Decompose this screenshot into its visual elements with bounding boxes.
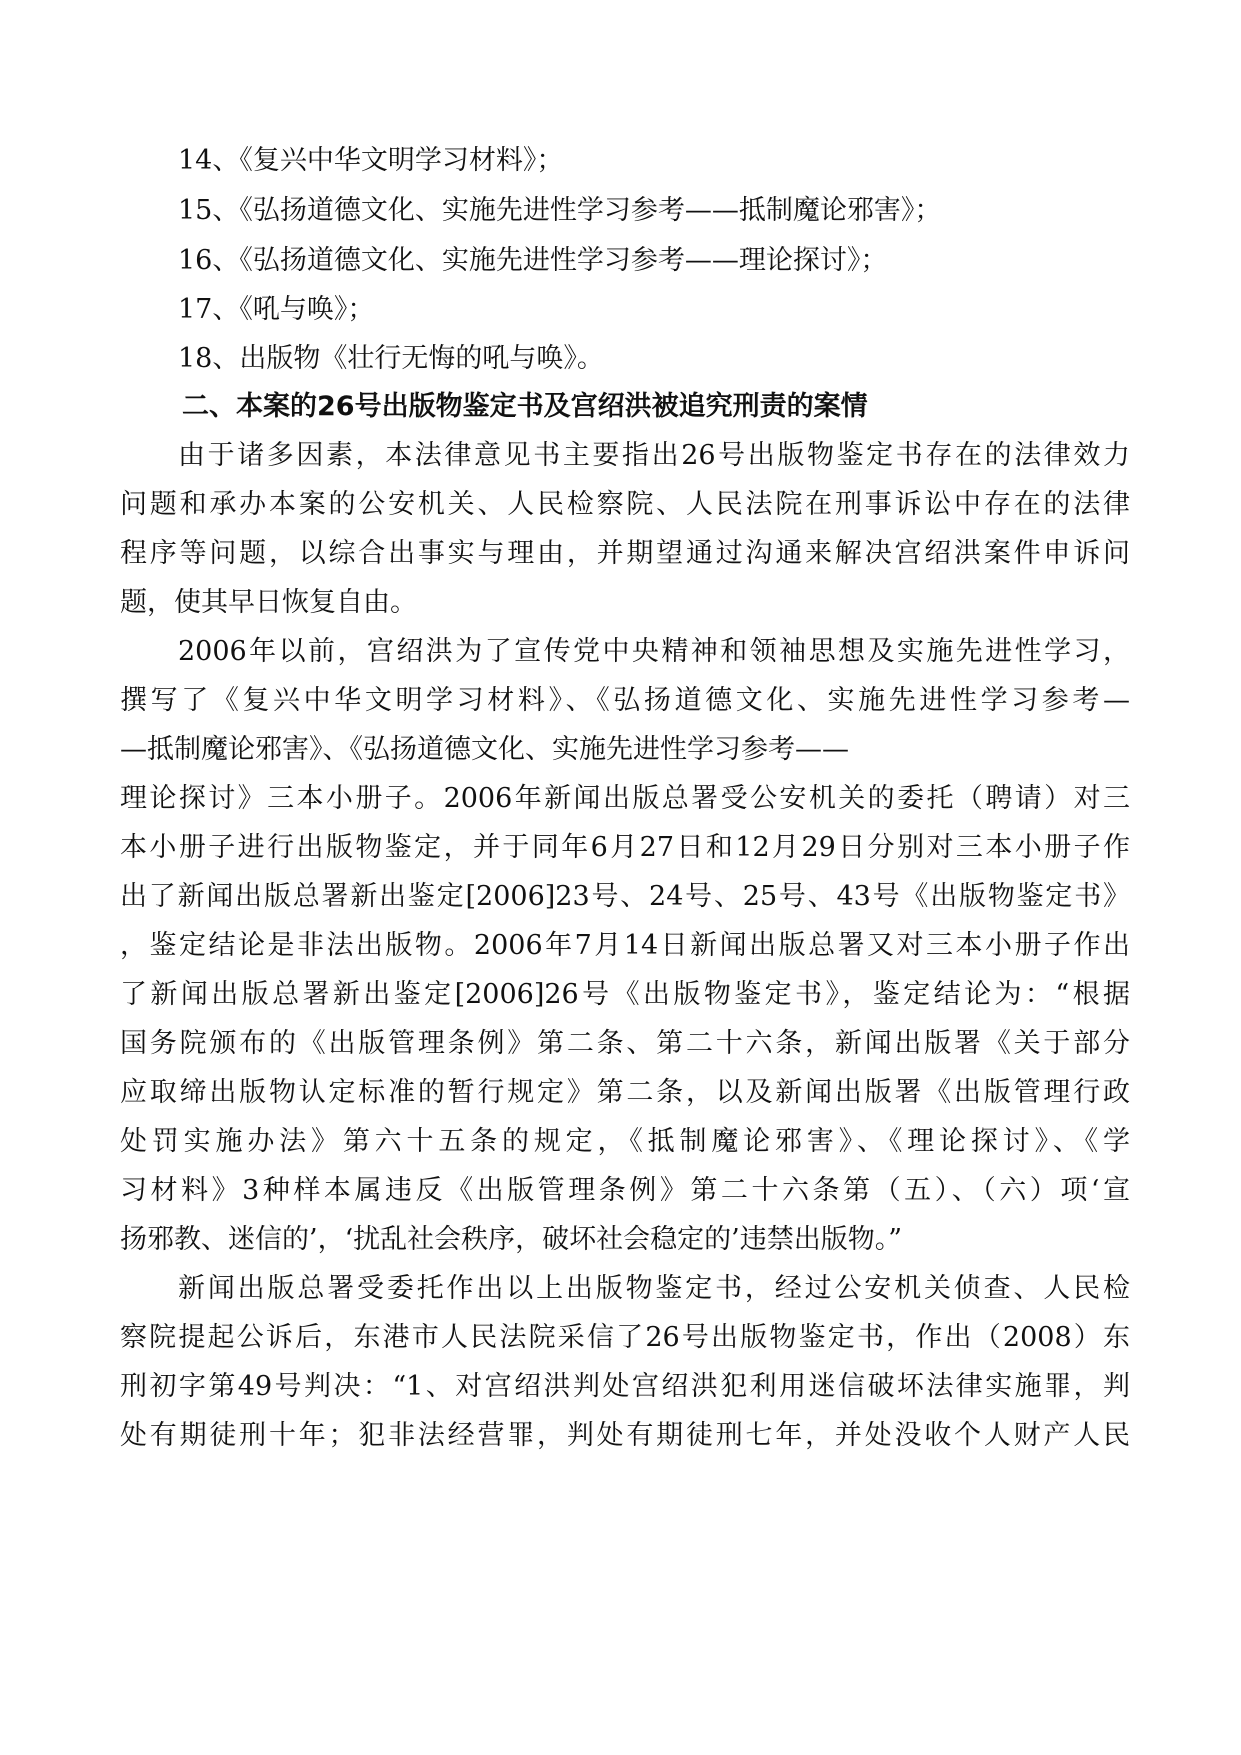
paragraph-line: 刑初字第49号判决：“1、对宫绍洪判处宫绍洪犯利用迷信破坏法律实施罪，判 [120,1371,1130,1402]
paragraph-line: 问题和承办本案的公安机关、人民检察院、人民法院在刑事诉讼中存在的法律 [120,489,1130,520]
list-item: 15、《弘扬道德文化、实施先进性学习参考——抵制魔论邪害》； [178,195,942,226]
paragraph-line: 由于诸多因素，本法律意见书主要指出26号出版物鉴定书存在的法律效力 [178,440,1130,471]
paragraph-line: 撰写了《复兴中华文明学习材料》、《弘扬道德文化、实施先进性学习参考— [120,685,1130,716]
paragraph-line: 察院提起公诉后，东港市人民法院采信了26号出版物鉴定书，作出（2008）东 [120,1322,1130,1353]
list-item: 14、《复兴中华文明学习材料》； [178,145,564,176]
list-item: 18、出版物《壮行无悔的吼与唤》。 [178,343,604,374]
paragraph-line: 新闻出版总署受委托作出以上出版物鉴定书，经过公安机关侦查、人民检 [178,1273,1130,1304]
paragraph-line: 题，使其早日恢复自由。 [120,587,417,618]
paragraph-line: 应取缔出版物认定标准的暂行规定》第二条，以及新闻出版署《出版管理行政 [120,1077,1130,1108]
paragraph-line: —抵制魔论邪害》、《弘扬道德文化、实施先进性学习参考—— [120,734,849,765]
list-item: 17、《吼与唤》； [178,294,375,325]
paragraph-line: 国务院颁布的《出版管理条例》第二条、第二十六条，新闻出版署《关于部分 [120,1028,1130,1059]
paragraph-line: 处有期徒刑十年；犯非法经营罪，判处有期徒刑七年，并处没收个人财产人民 [120,1420,1130,1451]
section-heading: 二、本案的26号出版物鉴定书及宫绍洪被追究刑责的案情 [182,391,868,422]
paragraph-line: 本小册子进行出版物鉴定，并于同年6月27日和12月29日分别对三本小册子作 [120,832,1130,863]
paragraph-line: ，鉴定结论是非法出版物。2006年7月14日新闻出版总署又对三本小册子作出 [120,930,1130,961]
paragraph-line: 出了新闻出版总署新出鉴定[2006]23号、24号、25号、43号《出版物鉴定书》 [120,881,1130,912]
paragraph-line: 处罚实施办法》第六十五条的规定，《抵制魔论邪害》、《理论探讨》、《学 [120,1126,1130,1157]
paragraph-line: 扬邪教、迷信的’，‘扰乱社会秩序，破坏社会稳定的’违禁出版物。” [120,1224,903,1255]
paragraph-line: 2006年以前，宫绍洪为了宣传党中央精神和领袖思想及实施先进性学习， [178,636,1130,667]
list-item: 16、《弘扬道德文化、实施先进性学习参考——理论探讨》； [178,245,888,276]
paragraph-line: 习材料》3种样本属违反《出版管理条例》第二十六条第（五）、（六）项‘宣 [120,1175,1130,1206]
paragraph-line: 程序等问题，以综合出事实与理由，并期望通过沟通来解决宫绍洪案件申诉问 [120,538,1130,569]
paragraph-line: 理论探讨》三本小册子。2006年新闻出版总署受公安机关的委托（聘请）对三 [120,783,1130,814]
paragraph-line: 了新闻出版总署新出鉴定[2006]26号《出版物鉴定书》，鉴定结论为：“根据 [120,979,1130,1010]
